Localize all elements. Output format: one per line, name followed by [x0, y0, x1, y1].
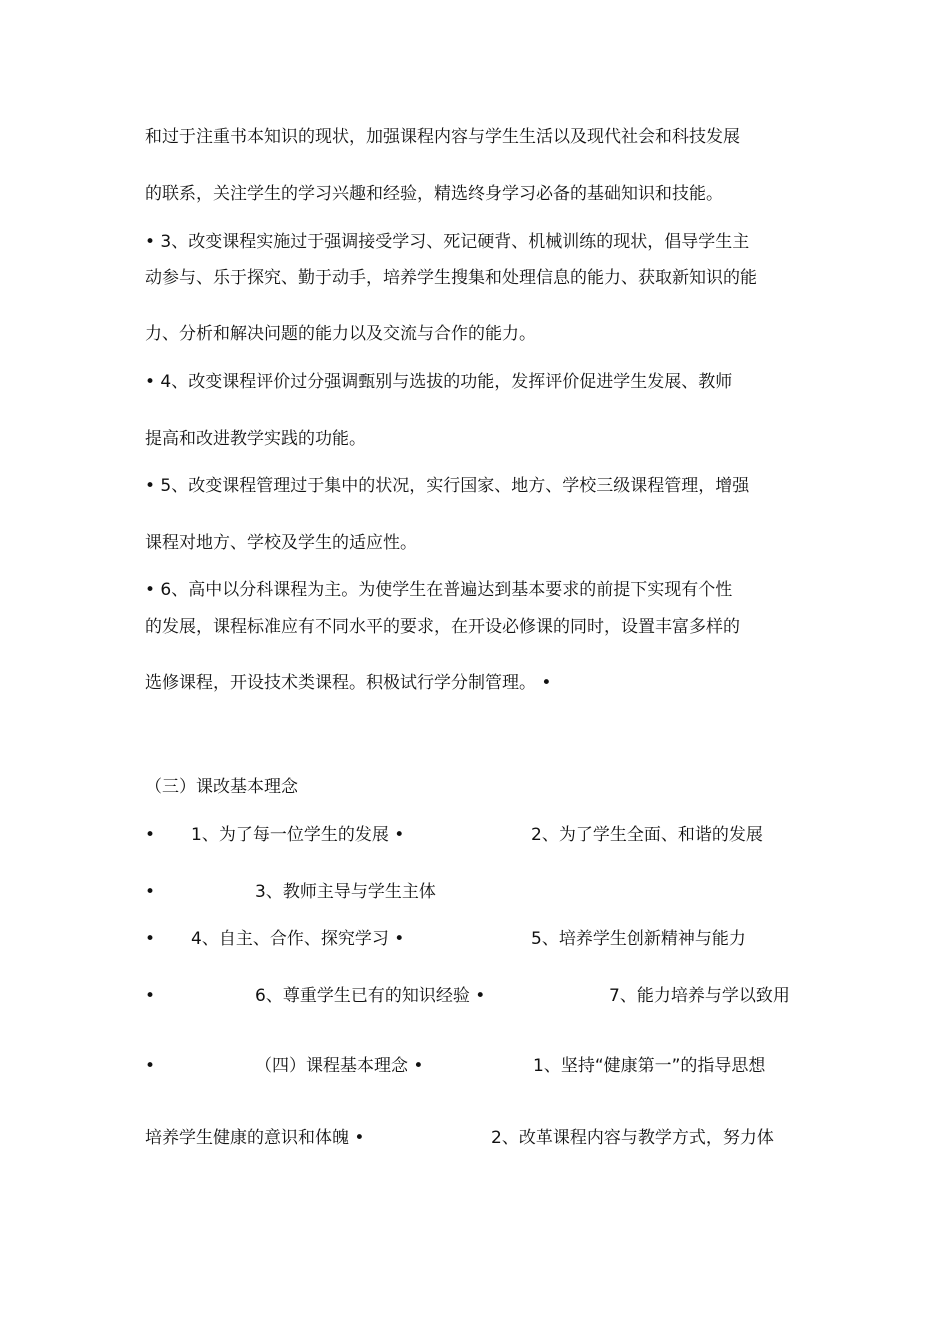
principle-4: 4、自主、合作、探究学习 •: [191, 929, 405, 949]
principle-1: 1、为了每一位学生的发展 •: [191, 825, 405, 845]
principle-3: 3、教师主导与学生主体: [255, 882, 436, 902]
course-idea-1: 1、坚持“健康第一”的指导思想: [533, 1056, 766, 1076]
principle-5: 5、培养学生创新精神与能力: [531, 929, 746, 949]
bullet: •: [145, 1056, 156, 1076]
section4-row-1: [145, 1054, 810, 1078]
intro-line-1: 和过于注重书本知识的现状，加强课程内容与学生生活以及现代社会和科技发展: [145, 127, 740, 147]
item5-line-2: 课程对地方、学校及学生的适应性。: [145, 533, 417, 553]
section3-heading: （三）课改基本理念: [145, 777, 298, 797]
section4-heading: （四）课程基本理念 •: [255, 1056, 424, 1076]
item4-line-2: 提高和改进教学实践的功能。: [145, 429, 366, 449]
intro-line-2: 的联系，关注学生的学习兴趣和经验，精选终身学习必备的基础知识和技能。: [145, 184, 723, 204]
item3-line-3: 力、分析和解决问题的能力以及交流与合作的能力。: [145, 324, 536, 344]
item6-line-3: 选修课程，开设技术类课程。积极试行学分制管理。 •: [145, 673, 552, 693]
bullet: •: [145, 929, 156, 949]
principle-2: 2、为了学生全面、和谐的发展: [531, 825, 763, 845]
section3-row-2: [145, 880, 810, 904]
section3-row-4: [145, 984, 810, 1008]
course-idea-1-cont: 培养学生健康的意识和体魄 •: [145, 1128, 365, 1148]
item4-line-1: • 4、改变课程评价过分强调甄别与选拔的功能，发挥评价促进学生发展、教师: [145, 372, 733, 392]
item3-line-1: • 3、改变课程实施过于强调接受学习、死记硬背、机械训练的现状，倡导学生主: [145, 232, 750, 252]
principle-7: 7、能力培养与学以致用: [609, 986, 790, 1006]
section4-row-2: [145, 1126, 810, 1150]
item6-line-1: • 6、高中以分科课程为主。为使学生在普遍达到基本要求的前提下实现有个性: [145, 580, 733, 600]
section3-row-1: [145, 823, 810, 847]
bullet: •: [145, 882, 156, 902]
section3-row-3: [145, 927, 810, 951]
course-idea-2: 2、改革课程内容与教学方式，努力体: [491, 1128, 774, 1148]
bullet: •: [145, 986, 156, 1006]
bullet: •: [145, 825, 156, 845]
item5-line-1: • 5、改变课程管理过于集中的状况，实行国家、地方、学校三级课程管理，增强: [145, 476, 750, 496]
item6-line-2: 的发展，课程标准应有不同水平的要求，在开设必修课的同时，设置丰富多样的: [145, 617, 740, 637]
item3-line-2: 动参与、乐于探究、勤于动手，培养学生搜集和处理信息的能力、获取新知识的能: [145, 268, 757, 288]
principle-6: 6、尊重学生已有的知识经验 •: [255, 986, 486, 1006]
